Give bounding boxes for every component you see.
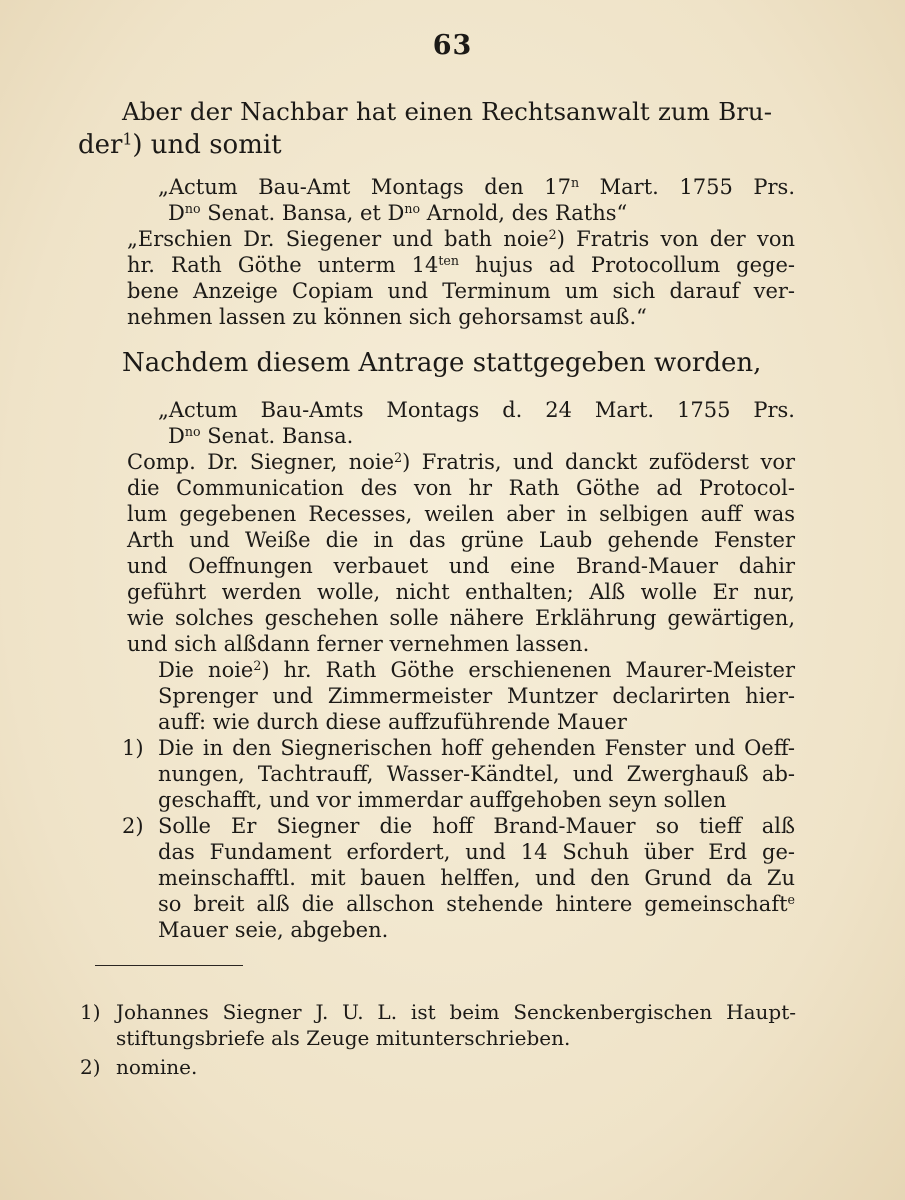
item-line: so breit alß die allschon stehende hintere gemeinschaft$^e$ [158, 892, 795, 916]
quote-line: hr. Rath Göthe unterm $14^{ten}$ hujus ad Protocollum gege- [127, 253, 795, 277]
quote-line: „Erschien Dr. Siegener und bath noie$^2$) Fratris von der von [127, 227, 796, 251]
footnote-line: Johannes Siegner J. U. L. ist beim Senckenbergischen Haupt- [116, 1000, 796, 1024]
body-line: die Communication des von hr Rath Göthe ad Protocol- [127, 476, 795, 500]
quote-line: bene Anzeige Copiam und Terminum um sich darauf ver- [127, 279, 795, 303]
heading-line: Aber der Nachbar hat einen Rechtsanwalt zum Bru- [122, 97, 772, 126]
footnote-number: 1) [80, 1000, 101, 1024]
item-line: nungen, Tachtrauff, Wasser-Kändtel, und Zwerghauß ab- [158, 762, 795, 786]
quote-line: $D^{no}$ Senat. Bansa, et $D^{no}$ Arnold, des Raths“ [168, 201, 628, 225]
quote-line: nehmen lassen zu können sich gehorsamst auß.“ [127, 305, 647, 329]
item-number: 1) [122, 736, 144, 760]
quote-line: „Actum Bau-Amt Montags den 17$^n$ Mart. 1755 Prs. [158, 175, 795, 199]
heading-line: Nachdem diesem Antrage stattgegeben worden, [122, 348, 762, 378]
item-line: geschafft, und vor immerdar auffgehoben seyn sollen [158, 788, 727, 812]
item-number: 2) [122, 814, 144, 838]
body-line: wie solches geschehen solle nähere Erklährung gewärtigen, [127, 606, 795, 630]
page-number: 63 [432, 30, 473, 61]
quote-line: $D^{no}$ Senat. Bansa. [168, 424, 354, 448]
body-line: Arth und Weiße die in das grüne Laub gehende Fenster [127, 528, 795, 552]
item-line: Mauer seie, abgeben. [158, 918, 389, 942]
item-line: Solle Er Siegner die hoff Brand-Mauer so tieff alß [158, 814, 795, 838]
body-line: Comp. Dr. Siegner, noie$^2$) Fratris, und danckt zuföderst vor [127, 450, 795, 474]
body-line: Die noie$^2$) hr. Rath Göthe erschienenen Maurer-Meister [158, 658, 795, 682]
quote-line: „Actum Bau-Amts Montags d. 24 Mart. 1755 Prs. [158, 398, 795, 422]
footnote-line: nomine. [116, 1055, 198, 1079]
footnote-number: 2) [80, 1055, 101, 1079]
heading-line: der$^1$) und somit [78, 130, 282, 160]
item-line: meinschafftl. mit bauen helffen, und den Grund da Zu [158, 866, 795, 890]
body-line: und sich alßdann ferner vernehmen lassen. [127, 632, 590, 656]
body-line: Sprenger und Zimmermeister Muntzer declarirten hier- [158, 684, 795, 708]
body-line: lum gegebenen Recesses, weilen aber in selbigen auff was [127, 502, 795, 526]
body-line: und Oeffnungen verbauet und eine Brand-Mauer dahir [127, 554, 795, 578]
item-line: das Fundament erfordert, und 14 Schuh über Erd ge- [158, 840, 795, 864]
item-line: Die in den Siegnerischen hoff gehenden Fenster und Oeff- [158, 736, 795, 760]
body-line: auff: wie durch diese auffzuführende Mauer [158, 710, 627, 734]
body-line: geführt werden wolle, nicht enthalten; Alß wolle Er nur, [127, 580, 795, 604]
footnote-rule [95, 965, 243, 966]
footnote-line: stiftungsbriefe als Zeuge mitunterschrieben. [116, 1026, 571, 1050]
